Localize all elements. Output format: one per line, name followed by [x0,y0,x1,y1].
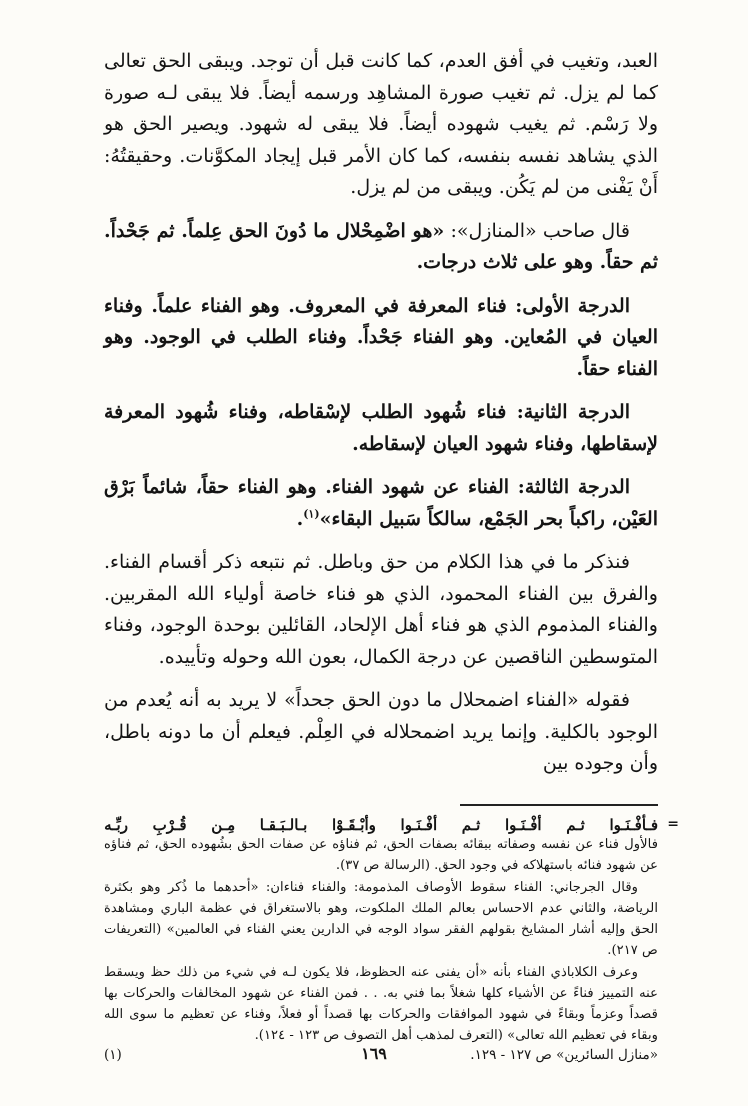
quote-text: «هو اضْمِحْلال ما دُونَ الحق عِلماً. ثم جَحْداً. ثم حقاً. وهو على ثلاث درجات. [104,219,658,273]
poem-word: وأبْـقَـوْا [332,815,376,834]
paragraph: فقوله «الفناء اضمحلال ما دون الحق جحداً» لا يريد به أنه يُعدم من الوجود بالكلية. وإنما يريد اضمحلاله في العِلْم. فيعلم أن ما دونه باطل، وأن وجوده بين [104,689,658,774]
poem-verse [104,815,680,834]
paragraph: العبد، وتغيب في أفق العدم، كما كانت قبل أن توجد. ويبقى الحق تعالى كما لم يزل. ثم تغيب صورة المشاهِد ورسمه أيضاً. فلا يبقى لـه صورة ولا رَسْم. ثم يغيب شهوده أيضاً. فلا يبقى له شهود. ويصير الحق هو الذي يشاهد نفسه بنفسه، كما كان الأمر قبل إيجاد المكوَّنات. وحقيقتُهُ: أَنْ يَفْنى من لم يَكُن. ويبقى من لم يزل. [104,50,658,198]
quote-source: قال صاحب «المنازل»: [450,219,630,242]
footnote-line: وعرف الكلاباذي الفناء بأنه «أن يفنى عنه الحظوظ، فلا يكون لـه في شيء من ذلك حظ ويسقط عنه التمييز فناءً عن الأشياء كلها شغلاً بما فني به. . . فمن الفناء عن شهود المخالفات والحركات بها قصداً وعزماً وبقاءً في شهود الموافقات والحركات بها قصداً أو فعلاً، وفناء عن تعظيم ما سوى الله وبقاء في تعظيم الله تعالى» (التعرف لمذهب أهل التصوف ص ١٢٣ - ١٢٤). [104,964,658,1043]
poem-word: ثـم [566,815,585,834]
degree-3-text: الدرجة الثالثة: الفناء عن شهود الفناء. وهو الفناء حقاً، شائماً بَرْق العَيْن، راكباً بحر الجَمْع، سالكاً سَبيل البقاء» [104,476,658,530]
poem-word: ربِّـه [104,815,128,834]
poem-word: أفْـنَـوا [505,815,542,834]
footnotes [104,815,680,1063]
poem-word: بـالـبَـقـا [259,815,308,834]
page-number: ١٦٩ [361,1044,387,1063]
continuation-marker: = [667,815,680,832]
paragraph-degree-2: الدرجة الثانية: فناء شُهود الطلب لإسْقاطه، وفناء شُهود المعرفة لإسقاطها، وفناء شهود العيان لإسقاطه. [104,401,658,455]
poem-word: مِـن [211,815,236,834]
paragraph: فنذكر ما في هذا الكلام من حق وباطل. ثم نتبعه ذكر أقسام الفناء. والفرق بين الفناء المحمود، الذي هو فناء خاصة أولياء الله المقربين. والفناء المذموم الذي هو فناء أهل الإلحاد، القائلين بوحدة الوجود، وفناء المتوسطين الناقصين عن درجة الكمال، بعون الله وحوله وتأييده. [104,551,658,668]
footnote-ref: (١) [303,507,320,521]
poem-word: فـأفْـنَـوا [609,815,658,834]
poem-word: قُـرْبِ [152,815,187,834]
paragraph-quote-intro [104,216,658,279]
poem-word: أفْـنَـوا [400,815,438,834]
footnote-1-text: «منازل السائرين» ص ١٢٧ - ١٢٩. [470,1046,658,1063]
footnote-1-number: (١) [104,1046,122,1063]
footnote-divider [460,804,658,806]
main-text [104,46,658,780]
footnote-line: فالأول فناء عن نفسه وصفاته ببقائه بصفات الحق، ثم فناؤه عن صفات الحق بشُهوده الحق، ثم فناؤه عن شهود فنائه باستهلاكه في وجود الحق. (الرسالة ص ٣٧). [104,836,658,873]
footnote-line: وقال الجرجاني: الفناء سقوط الأوصاف المذمومة: والفناء فناءان: «أحدهما ما ذُكر وهو بكثرة الرياضة، والثاني عدم الاحساس بعالم الملك الملكوت، وهو بالاستغراق في عظمة الباري ومشاهدة الحق وإليه أشار المشايخ بقولهم الفقر سواد الوجه في الدارين يعني الفناء في العالمين» (التعريفات ص ٢١٧). [104,879,658,958]
paragraph-degree-3: الدرجة الثالثة: الفناء عن شهود الفناء. وهو الفناء حقاً، شائماً بَرْق العَيْن، راكباً بحر الجَمْع، سالكاً سَبيل البقاء»$^{(١)}$. [104,476,658,530]
paragraph-degree-1: الدرجة الأولى: فناء المعرفة في المعروف. وهو الفناء علماً. وفناء العيان في المُعاين. وهو الفناء جَحْداً. وفناء الطلب في الوجود. وهو الفناء حقاً. [104,294,658,380]
poem-word: ثـم [461,815,481,834]
